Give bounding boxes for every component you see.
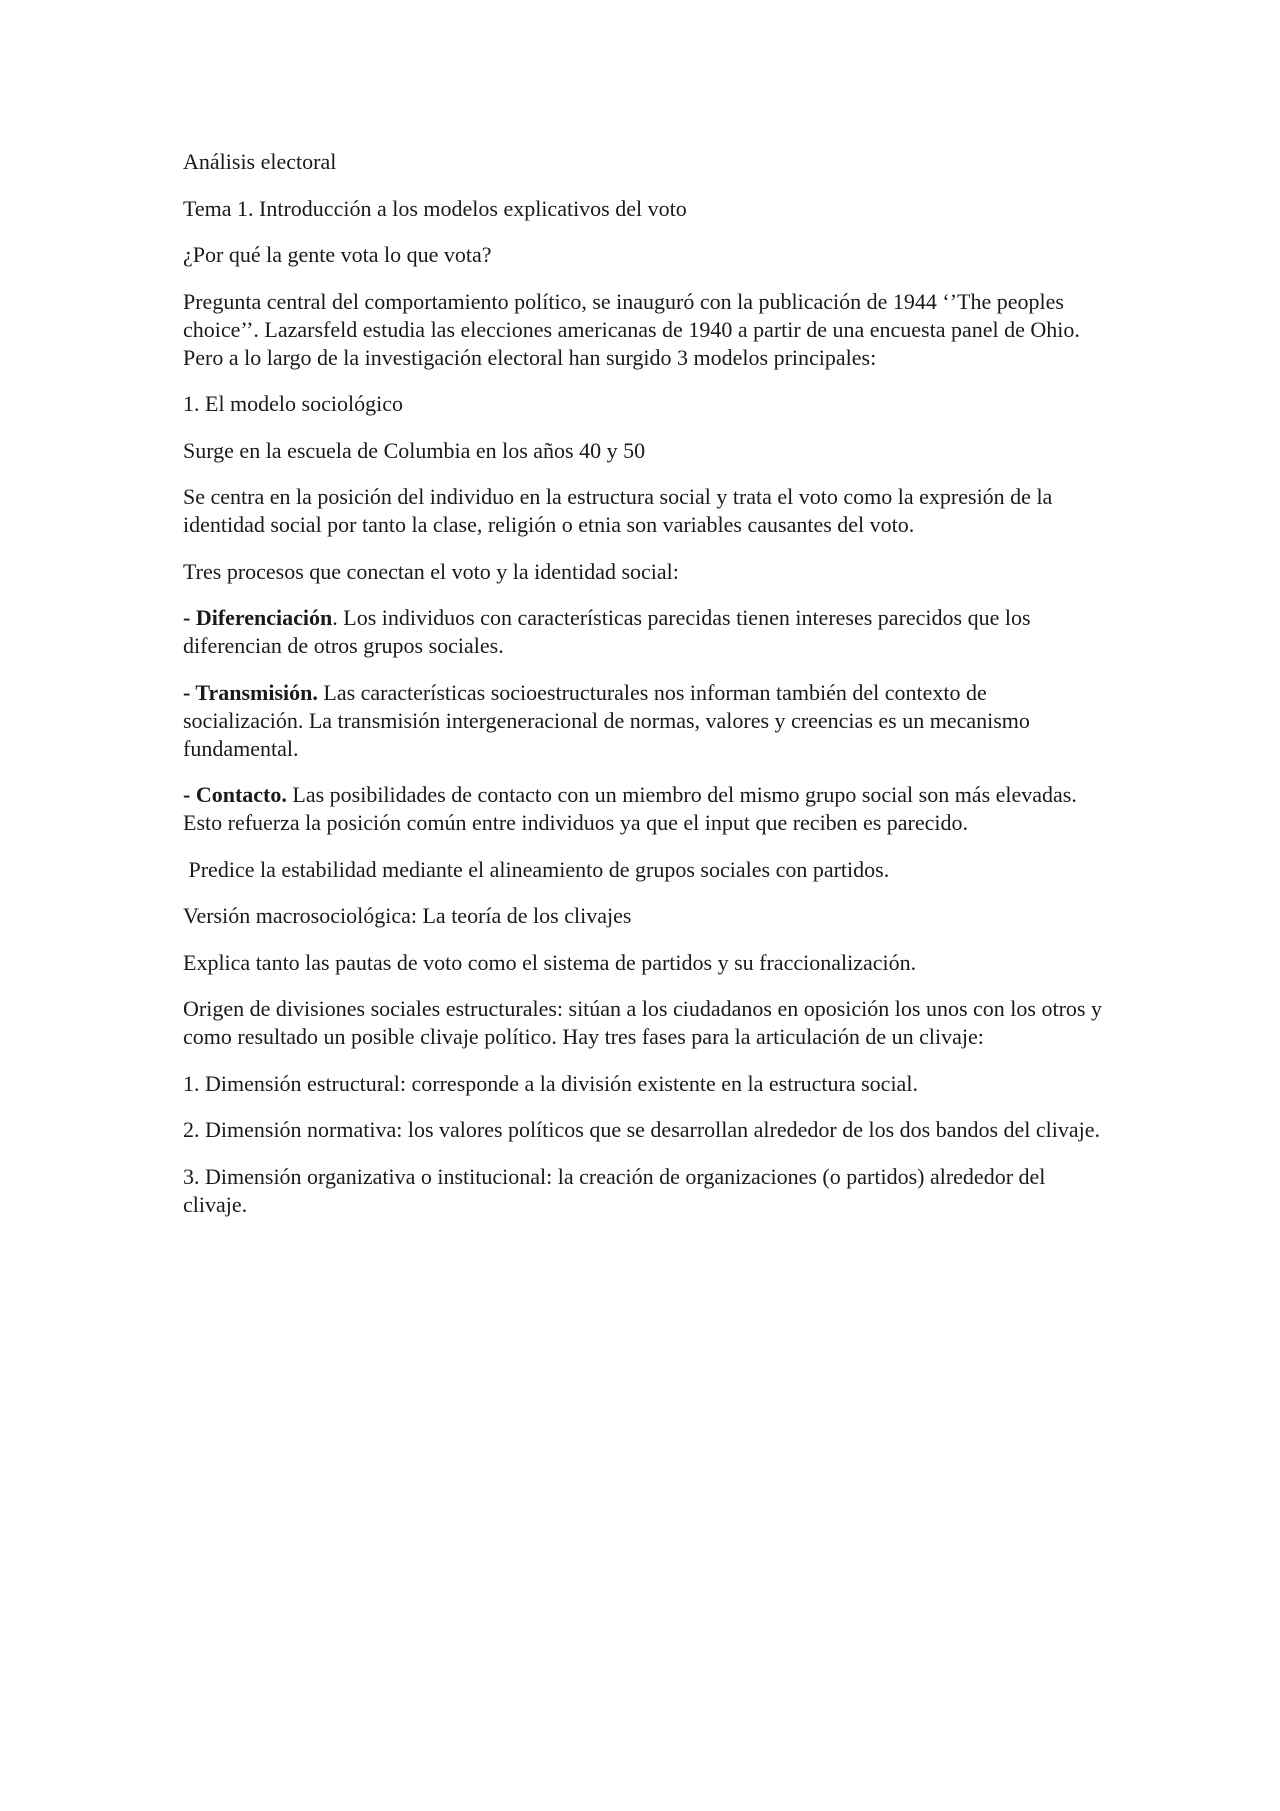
process-label: - Diferenciación xyxy=(183,605,333,630)
document-title: Análisis electoral xyxy=(183,149,337,174)
dimension-normative: 2. Dimensión normativa: los valores políticos que se desarrollan alrededor de los dos bandos del clivaje. xyxy=(183,1117,1101,1142)
process-text: Las posibilidades de contacto con un miembro del mismo grupo social son más elevadas. Esto refuerza la posición común entre individuos ya que el input que reciben es parecido. xyxy=(183,782,1077,835)
central-question: ¿Por qué la gente vota lo que vota? xyxy=(183,242,492,267)
topic-heading: Tema 1. Introducción a los modelos explicativos del voto xyxy=(183,195,687,221)
dimension-organizational: 3. Dimensión organizativa o institucional: la creación de organizaciones (o partidos) alrededor del clivaje. xyxy=(183,1163,1046,1217)
process-text: Las características socioestructurales nos informan también del contexto de socialización. La transmisión intergeneracional de normas, valores y creencias es un mecanismo fundamental. xyxy=(183,679,1030,761)
origin-paragraph: Surge en la escuela de Columbia en los años 40 y 50 xyxy=(183,437,646,463)
process-differentiation xyxy=(183,604,1103,660)
dimension-structural: 1. Dimensión estructural: corresponde a la división existente en la estructura social. xyxy=(183,1070,918,1096)
process-contact xyxy=(183,781,1103,837)
divisions-paragraph: Origen de divisiones sociales estructurales: sitúan a los ciudadanos en oposición los unos con los otros y como resultado un posible clivaje político. Hay tres fases para la articulación de un clivaje: xyxy=(183,996,1102,1049)
processes-intro: Tres procesos que conectan el voto y la identidad social: xyxy=(183,558,679,584)
process-transmission xyxy=(183,679,1103,763)
model-heading: 1. El modelo sociológico xyxy=(183,391,403,416)
process-text: . Los individuos con características parecidas tienen intereses parecidos que los diferencian de otros grupos sociales. xyxy=(183,605,1031,658)
focus-paragraph: Se centra en la posición del individuo en la estructura social y trata el voto como la expresión de la identidad social por tanto la clase, religión o etnia son variables causantes del voto. xyxy=(183,484,1053,537)
process-label: - Contacto. xyxy=(183,782,287,807)
explains-paragraph: Explica tanto las pautas de voto como el sistema de partidos y su fraccionalización. xyxy=(183,949,917,975)
document-body xyxy=(183,148,1103,1237)
process-label: - Transmisión. xyxy=(183,679,318,705)
intro-paragraph: Pregunta central del comportamiento político, se inauguró con la publicación de 1944 ‘’The peoples choice’’. Lazarsfeld estudia las elecciones americanas de 1940 a partir de una encuesta panel de Ohio. Pero a lo largo de la investigación electoral han surgido 3 modelos principales: xyxy=(183,288,1080,370)
prediction-paragraph: Predice la estabilidad mediante el alineamiento de grupos sociales con partidos. xyxy=(183,856,890,882)
macro-heading: Versión macrosociológica: La teoría de los clivajes xyxy=(183,903,632,928)
